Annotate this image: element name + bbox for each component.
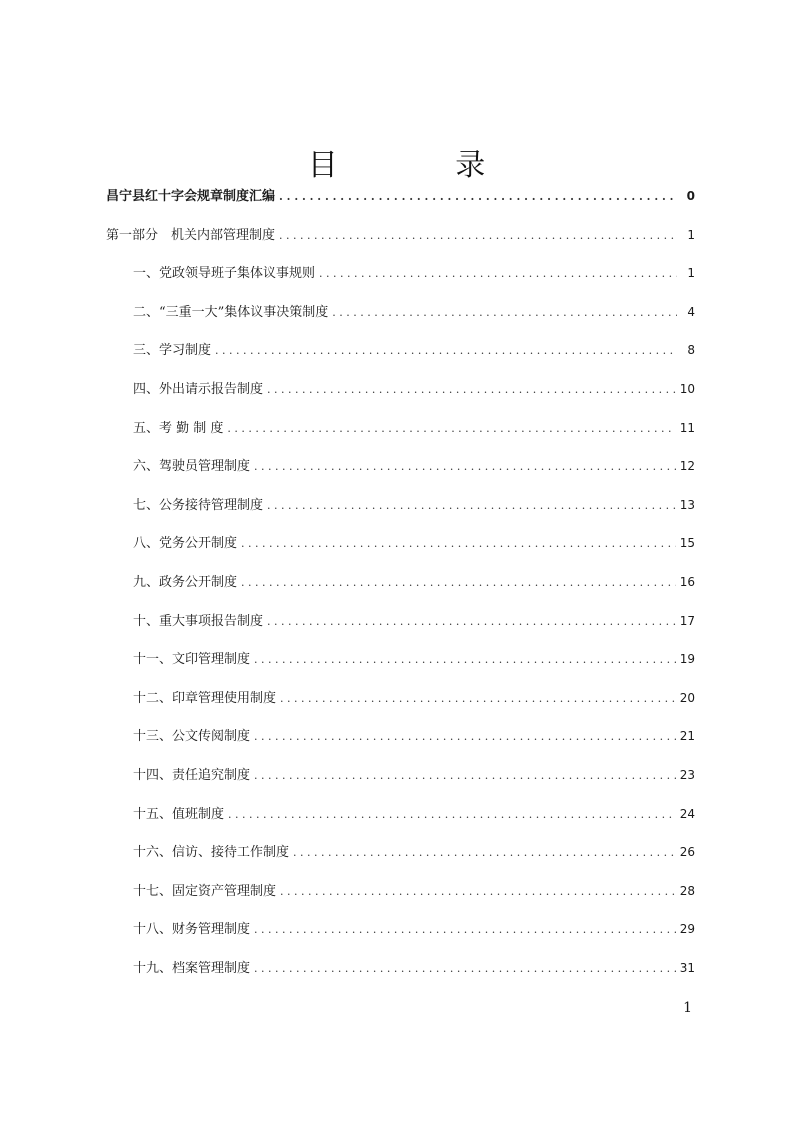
toc-entry[interactable] <box>133 724 695 748</box>
toc-leader-dots <box>254 918 676 942</box>
toc-entry-label: 昌宁县红十字会规章制度汇编 <box>106 189 276 204</box>
toc-entry-page-number: 29 <box>679 922 695 937</box>
toc-leader-dots <box>267 610 676 634</box>
toc-entry[interactable] <box>106 184 695 208</box>
toc-entry-page-number: 8 <box>687 343 695 358</box>
page-title: 目 录 <box>307 148 540 183</box>
toc-entry-label: 九、政务公开制度 <box>133 575 238 590</box>
toc-leader-dots <box>254 957 676 981</box>
toc-leader-dots <box>332 301 677 325</box>
toc-leader-dots <box>280 687 676 711</box>
toc-entry-label: 一、党政领导班子集体议事规则 <box>133 266 316 282</box>
toc-entry-page-number: 1 <box>687 227 695 242</box>
toc-entry-page-number: 20 <box>679 690 695 705</box>
toc-entry-label: 三、学习制度 <box>133 343 212 359</box>
toc-leader-dots <box>227 417 675 441</box>
toc-leader-dots <box>280 880 676 904</box>
toc-entry[interactable] <box>133 840 695 864</box>
toc-leader-dots <box>254 648 676 672</box>
toc-entry[interactable] <box>133 956 695 980</box>
toc-entry[interactable] <box>133 763 695 787</box>
toc-entry[interactable] <box>106 223 695 247</box>
toc-entry-page-number: 24 <box>679 806 695 821</box>
toc-entry[interactable] <box>133 647 695 671</box>
toc-entry-label: 十三、公文传阅制度 <box>133 729 251 745</box>
toc-entry-label: 七、公务接待管理制度 <box>133 497 264 513</box>
toc-entry[interactable] <box>133 570 695 594</box>
toc-entry-label: 五、考 勤 制 度 <box>133 420 224 436</box>
toc-entry[interactable] <box>133 531 695 555</box>
toc-leader-dots <box>215 339 677 363</box>
toc-entry[interactable] <box>133 917 695 941</box>
footer-page-number: 1 <box>683 1000 692 1016</box>
toc-entry-label: 第一部分 机关内部管理制度 <box>106 227 276 243</box>
toc-entry-label: 十四、责任追究制度 <box>133 768 251 783</box>
toc-leader-dots <box>267 494 676 518</box>
toc-entry[interactable] <box>133 879 695 903</box>
toc-entry-page-number: 11 <box>679 420 695 435</box>
toc-entry[interactable] <box>133 609 695 633</box>
toc-entry-page-number: 17 <box>679 613 695 628</box>
toc-entry[interactable] <box>133 802 695 826</box>
toc-entry-page-number: 23 <box>679 768 695 782</box>
toc-entry-page-number: 28 <box>679 883 695 898</box>
toc-entry-page-number: 1 <box>687 266 695 281</box>
toc-leader-dots <box>279 185 677 209</box>
toc-entry[interactable] <box>133 338 695 362</box>
toc-entry-page-number: 16 <box>679 575 695 589</box>
toc-entry-label: 十、重大事项报告制度 <box>133 613 264 629</box>
toc-entry-page-number: 31 <box>679 961 695 975</box>
toc-entry-label: 十七、固定资产管理制度 <box>133 883 277 899</box>
toc-leader-dots <box>267 378 676 402</box>
toc-entry[interactable] <box>133 493 695 517</box>
toc-leader-dots <box>254 455 676 479</box>
toc-entry[interactable] <box>133 454 695 478</box>
toc-entry-label: 二、“三重一大”集体议事决策制度 <box>133 304 329 320</box>
toc-entry[interactable] <box>133 416 695 440</box>
toc-entry-page-number: 0 <box>686 189 695 203</box>
toc-entry-page-number: 12 <box>679 459 695 474</box>
toc-leader-dots <box>254 764 676 788</box>
toc-leader-dots <box>254 725 676 749</box>
toc-entry-page-number: 4 <box>687 304 695 319</box>
toc-entry-page-number: 26 <box>679 845 695 860</box>
toc-leader-dots <box>241 571 676 595</box>
toc-leader-dots <box>293 841 676 865</box>
toc-entry-label: 十五、值班制度 <box>133 806 225 822</box>
toc-entry-label: 四、外出请示报告制度 <box>133 382 264 397</box>
toc-entry-label: 十二、印章管理使用制度 <box>133 690 277 706</box>
toc-leader-dots <box>319 262 677 286</box>
toc-entry-page-number: 13 <box>679 497 695 512</box>
toc-leader-dots <box>279 224 677 248</box>
toc-entry-label: 十六、信访、接待工作制度 <box>133 845 290 861</box>
toc-entry-label: 十八、财务管理制度 <box>133 922 251 938</box>
toc-entry-page-number: 21 <box>679 729 695 744</box>
toc-entry[interactable] <box>133 261 695 285</box>
toc-entry[interactable] <box>133 300 695 324</box>
toc-entry-label: 八、党务公开制度 <box>133 536 238 552</box>
toc-entry[interactable] <box>133 686 695 710</box>
toc-entry[interactable] <box>133 377 695 401</box>
toc-entry-page-number: 10 <box>679 382 695 396</box>
toc-leader-dots <box>241 532 676 556</box>
toc-entry-page-number: 15 <box>679 536 695 551</box>
toc-leader-dots <box>228 803 676 827</box>
toc-entry-page-number: 19 <box>679 652 695 667</box>
toc-entry-label: 十一、文印管理制度 <box>133 652 251 668</box>
toc-entry-label: 十九、档案管理制度 <box>133 961 251 976</box>
toc-entry-label: 六、驾驶员管理制度 <box>133 459 251 475</box>
